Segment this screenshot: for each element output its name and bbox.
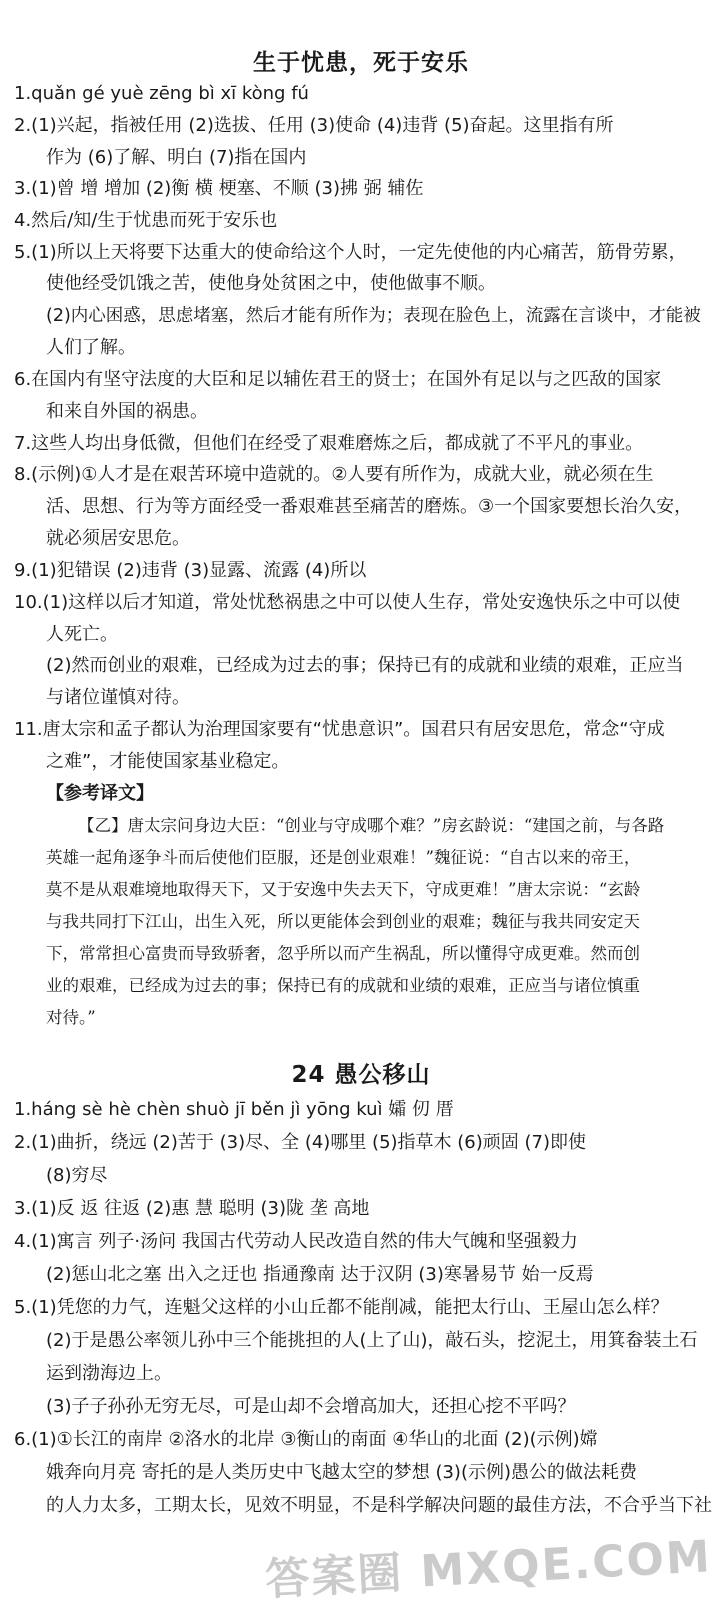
- answer-line: 运到渤海边上。: [46, 1363, 172, 1384]
- answer-line: 10.(1)这样以后才知道，常处忧愁祸患之中可以使人生存，常处安逸快乐之中可以使: [14, 592, 681, 613]
- answer-line: 5.(1)所以上天将要下达重大的使命给这个人时，一定先使他的内心痛苦，筋骨劳累，: [14, 242, 687, 263]
- answer-line: 1.quǎn gé yuè zēng bì xī kòng fú: [14, 83, 309, 104]
- answer-line: 6.在国内有坚守法度的大臣和足以辅佐君王的贤士；在国外有足以与之匹敌的国家: [14, 369, 662, 390]
- answer-line: 人们了解。: [46, 337, 136, 358]
- answer-line: 4.然后/知/生于忧患而死于安乐也: [14, 210, 278, 231]
- answer-line: (2)内心困惑，思虑堵塞，然后才能有所作为；表现在脸色上，流露在言谈中，才能被: [46, 306, 701, 326]
- reference-translation-heading: 【参考译文】: [46, 783, 154, 804]
- translation-line: 【乙】唐太宗问身边大臣：“创业与守成哪个难？”房玄龄说：“建国之前，与各路: [78, 816, 665, 835]
- answer-line: 之难”，才能使国家基业稳定。: [46, 751, 290, 772]
- answer-line: 作为 (6)了解、明白 (7)指在国内: [46, 147, 307, 168]
- translation-line: 与我共同打下江山，出生入死，所以更能体会到创业的艰难；魏征与我共同安定天: [46, 912, 640, 931]
- answer-line: 人死亡。: [46, 624, 118, 645]
- answer-line: 就必须居安思危。: [46, 528, 190, 549]
- translation-line: 业的艰难，已经成为过去的事；保持已有的成就和业绩的艰难，正应当与诸位慎重: [46, 976, 640, 995]
- answer-line: 使他经受饥饿之苦，使他身处贫困之中，使他做事不顺。: [46, 273, 496, 294]
- answer-line: (3)子子孙孙无穷无尽，可是山却不会增高加大，还担心挖不平吗？: [46, 1396, 576, 1417]
- answer-line: 7.这些人均出身低微，但他们在经受了艰难磨炼之后，都成就了不平凡的事业。: [14, 433, 644, 454]
- answer-line: 9.(1)犯错误 (2)违背 (3)显露、流露 (4)所以: [14, 560, 367, 581]
- answer-line: 4.(1)寓言 列子·汤问 我国古代劳动人民改造自然的伟大气魄和坚强毅力: [14, 1231, 578, 1252]
- answer-line: 的人力太多，工期太长，见效不明显，不是科学解决问题的最佳方法，不合乎当下社: [46, 1495, 712, 1516]
- answer-line: 11.唐太宗和孟子都认为治理国家要有“忧患意识”。国君只有居安思危，常念“守成: [14, 719, 665, 740]
- answer-line: (8)穷尽: [46, 1165, 108, 1186]
- answer-line: 8.(示例)①人才是在艰苦环境中造就的。②人要有所作为，成就大业，就必须在生: [14, 464, 654, 485]
- answer-line: 和来自外国的祸患。: [46, 401, 208, 422]
- answer-line: 娥奔向月亮 寄托的是人类历史中飞越太空的梦想 (3)(示例)愚公的做法耗费: [46, 1462, 637, 1483]
- answer-line: 3.(1)曾 增 增加 (2)衡 横 梗塞、不顺 (3)拂 弼 辅佐: [14, 178, 424, 199]
- answer-line: 2.(1)兴起，指被任用 (2)选拔、任用 (3)使命 (4)违背 (5)奋起。这里指有所: [14, 115, 614, 136]
- answer-line: 3.(1)反 返 往返 (2)惠 慧 聪明 (3)陇 垄 高地: [14, 1198, 370, 1219]
- answer-line: (2)惩山北之塞 出入之迂也 指通豫南 达于汉阴 (3)寒暑易节 始一反焉: [46, 1264, 594, 1285]
- section-title-1: 生于忧患，死于安乐: [253, 50, 469, 76]
- answer-line: (2)然而创业的艰难，已经成为过去的事；保持已有的成就和业绩的艰难，正应当: [46, 655, 684, 676]
- section-title-2: 24 愚公移山: [291, 1062, 431, 1088]
- answer-line: 6.(1)①长江的南岸 ②洛水的北岸 ③衡山的南面 ④华山的北面 (2)(示例)嫦: [14, 1429, 598, 1450]
- answer-line: 2.(1)曲折，绕远 (2)苦于 (3)尽、全 (4)哪里 (5)指草木 (6)顽固 (7)即使: [14, 1132, 586, 1153]
- translation-line: 莫不是从艰难境地取得天下，又于安逸中失去天下，守成更难！”唐太宗说：“玄龄: [46, 880, 641, 899]
- translation-line: 下，常常担心富贵而导致骄奢，忽乎所以而产生祸乱，所以懂得守成更难。然而创: [46, 944, 640, 963]
- answer-line: 1.háng sè hè chèn shuò jī běn jì yōng kuì 孀 仞 厝: [14, 1099, 454, 1120]
- watermark-logo: 答案圈 MXQE.COM: [264, 1531, 714, 1606]
- translation-line: 对待。”: [46, 1008, 96, 1027]
- translation-line: 英雄一起角逐争斗而后使他们臣服，还是创业艰难！”魏征说：“自古以来的帝王，: [46, 848, 641, 867]
- answer-line: 5.(1)凭您的力气，连魁父这样的小山丘都不能削减，能把太行山、王屋山怎么样？: [14, 1297, 669, 1318]
- answer-line: 与诸位谨慎对待。: [46, 687, 190, 708]
- answer-line: 活、思想、行为等方面经受一番艰难甚至痛苦的磨炼。③一个国家要想长治久安，: [46, 496, 693, 517]
- answer-line: (2)于是愚公率领儿孙中三个能挑担的人(上了山)，敲石头，挖泥土，用箕畚装土石: [46, 1330, 698, 1351]
